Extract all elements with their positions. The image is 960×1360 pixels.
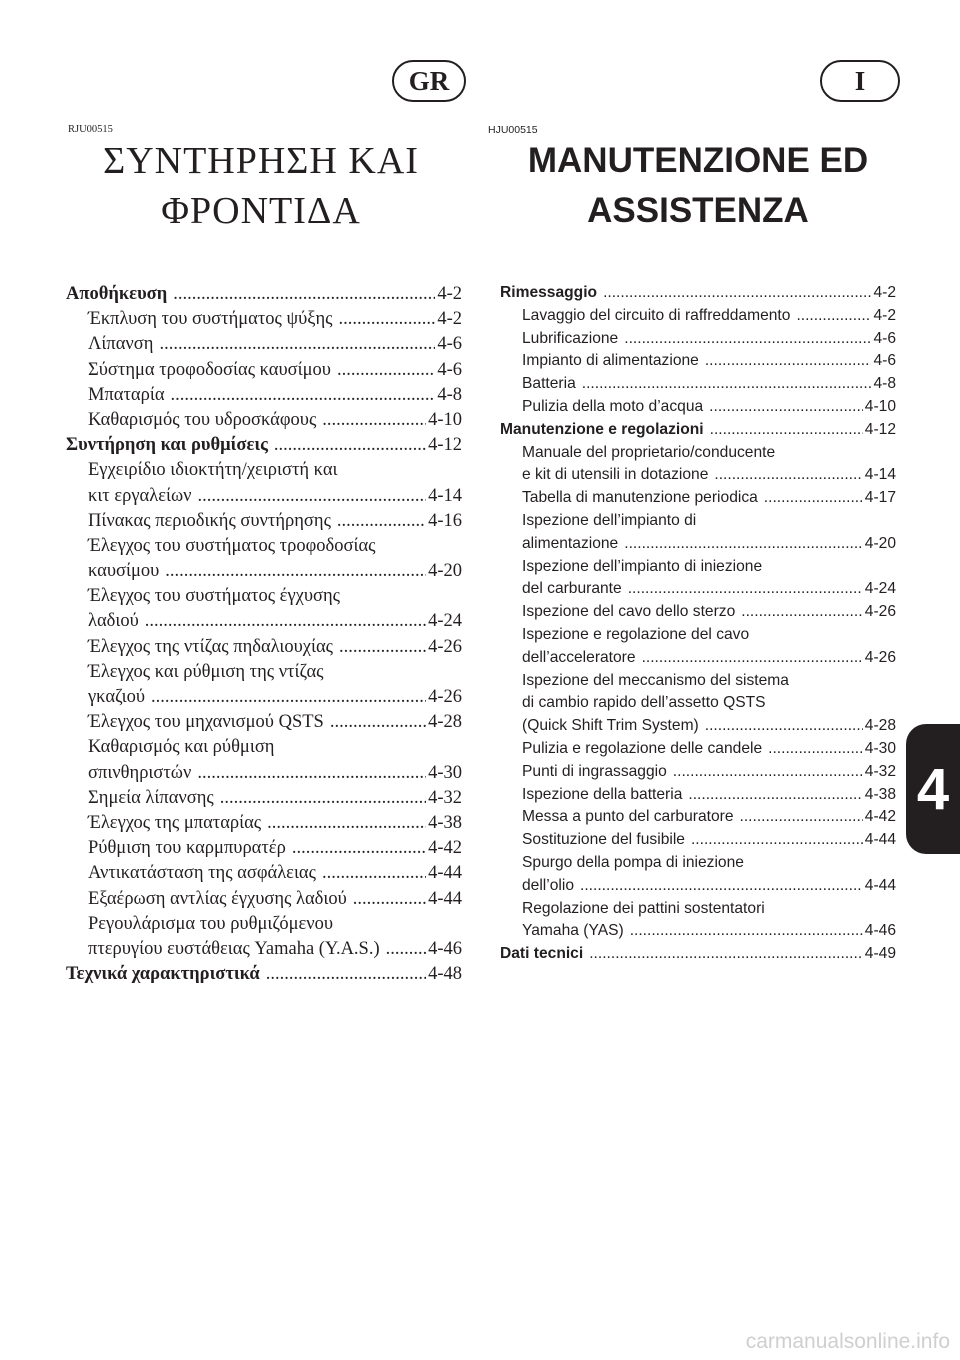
toc-page-number: 4-44: [864, 831, 896, 849]
toc-entry: [66, 637, 462, 662]
chapter-title-italian-line1: MANUTENZIONE ED: [527, 141, 869, 180]
chapter-title-greek-line2: ΦΡΟΝΤΙΔΑ: [161, 190, 361, 232]
toc-entry: [66, 687, 462, 712]
toc-leader-dots: [741, 603, 863, 621]
toc-page-number: 4-32: [428, 787, 462, 808]
toc-section-entry: [500, 284, 896, 307]
toc-section-entry: [500, 421, 896, 444]
toc-leader-dots: [220, 788, 426, 809]
toc-page-number: 4-46: [428, 938, 462, 959]
toc-entry-title: Καθαρισμός του υδροσκάφους: [88, 409, 317, 430]
toc-leader-dots: [691, 831, 863, 849]
toc-entry-title: Αποθήκευση: [66, 284, 168, 304]
toc-leader-dots: [580, 877, 863, 895]
toc-leader-dots: [197, 763, 426, 784]
toc-page-number: 4-42: [428, 838, 462, 859]
toc-leader-dots: [764, 489, 863, 507]
toc-entry: [500, 694, 896, 717]
toc-leader-dots: [339, 637, 426, 658]
toc-entry: [66, 712, 462, 737]
chapter-title-italian: [488, 136, 908, 236]
toc-entry: [500, 626, 896, 649]
toc-page-number: 4-26: [864, 648, 896, 666]
toc-entry-title: Impianto di alimentazione: [522, 352, 699, 370]
table-of-contents-italian: [500, 284, 896, 968]
toc-page-number: 4-28: [864, 717, 896, 735]
toc-leader-dots: [145, 611, 426, 632]
toc-entry-title: Έλεγχος και ρύθμιση της ντίζας: [88, 661, 324, 682]
toc-page-number: 4-6: [437, 334, 462, 355]
toc-leader-dots: [705, 352, 872, 370]
toc-leader-dots: [292, 838, 426, 859]
toc-leader-dots: [796, 307, 871, 325]
toc-page-number: 4-20: [864, 534, 896, 552]
toc-entry-title: Ispezione dell’impianto di: [522, 511, 697, 529]
toc-leader-dots: [338, 309, 435, 330]
toc-entry-title: Ispezione della batteria: [522, 785, 683, 803]
toc-leader-dots: [709, 398, 863, 416]
toc-entry-title: Πίνακας περιοδικής συντήρησης: [88, 510, 331, 531]
toc-page-number: 4-6: [437, 359, 462, 380]
toc-entry: [66, 561, 462, 586]
toc-leader-dots: [589, 945, 863, 963]
watermark: carmanualsonline.info: [745, 1330, 950, 1353]
toc-entry-title: Regolazione dei pattini sostentatori: [522, 899, 765, 917]
section-code-italian: HJU00515: [488, 124, 538, 136]
toc-leader-dots: [628, 580, 863, 598]
toc-entry: [500, 535, 896, 558]
toc-entry-title: Ρύθμιση του καρμπυρατέρ: [88, 838, 286, 859]
toc-entry-title: Εγχειρίδιο ιδιοκτήτη/χειριστή και: [88, 460, 338, 481]
toc-entry: [500, 854, 896, 877]
toc-leader-dots: [624, 535, 863, 553]
toc-entry-title: dell’olio: [522, 876, 575, 894]
toc-entry-title: Ispezione del cavo dello sterzo: [522, 603, 736, 621]
toc-leader-dots: [197, 486, 426, 507]
toc-entry-title: del carburante: [522, 580, 622, 598]
toc-entry-title: Εξαέρωση αντλίας έγχυσης λαδιού: [88, 888, 347, 909]
toc-entry-title: Μπαταρία: [88, 384, 165, 405]
toc-page-number: 4-42: [864, 808, 896, 826]
toc-page-number: 4-26: [864, 603, 896, 621]
toc-page-number: 4-8: [437, 384, 462, 405]
toc-page-number: 4-48: [428, 964, 462, 985]
toc-entry-title: Συντήρηση και ρυθμίσεις: [66, 435, 268, 456]
toc-entry-title: Καθαρισμός και ρύθμιση: [88, 737, 275, 758]
toc-leader-dots: [705, 717, 863, 735]
toc-leader-dots: [267, 813, 426, 834]
section-code-greek: RJU00515: [68, 124, 113, 135]
toc-leader-dots: [624, 330, 871, 348]
toc-leader-dots: [630, 922, 863, 940]
toc-entry: [500, 352, 896, 375]
toc-entry: [500, 558, 896, 581]
toc-leader-dots: [710, 421, 863, 439]
toc-entry: [500, 877, 896, 900]
toc-entry-title: Έκπλυση του συστήματος ψύξης: [88, 309, 333, 330]
toc-page-number: 4-32: [864, 762, 896, 780]
toc-entry-title: Dati tecnici: [500, 945, 584, 963]
toc-entry: [66, 863, 462, 888]
toc-entry: [66, 763, 462, 788]
toc-entry: [500, 466, 896, 489]
toc-entry-title: κιτ εργαλείων: [88, 485, 192, 506]
toc-page-number: 4-16: [428, 510, 462, 531]
toc-section-entry: [66, 964, 462, 989]
toc-page-number: 4-8: [873, 375, 896, 393]
toc-page-number: 4-28: [428, 712, 462, 733]
toc-entry: [500, 398, 896, 421]
toc-entry: [66, 586, 462, 611]
toc-page-number: 4-26: [428, 687, 462, 707]
toc-entry: [66, 536, 462, 561]
toc-entry-title: Lavaggio del circuito di raffreddamento: [522, 306, 791, 324]
toc-leader-dots: [603, 284, 871, 302]
toc-entry: [500, 603, 896, 626]
toc-entry: [66, 611, 462, 636]
toc-entry: [66, 737, 462, 762]
toc-entry: [500, 307, 896, 330]
toc-page-number: 4-14: [864, 466, 896, 484]
toc-entry: [66, 486, 462, 511]
toc-entry: [66, 813, 462, 838]
toc-entry: [500, 580, 896, 603]
toc-entry-title: Έλεγχος της ντίζας πηδαλιουχίας: [88, 636, 333, 657]
toc-leader-dots: [330, 712, 426, 733]
toc-page-number: 4-14: [428, 485, 462, 506]
toc-entry-title: e kit di utensili in dotazione: [522, 466, 709, 484]
toc-leader-dots: [337, 360, 435, 381]
toc-entry: [66, 460, 462, 485]
toc-entry-title: Ρεγουλάρισμα του ρυθμιζόμενου: [88, 913, 334, 934]
toc-entry: [500, 512, 896, 535]
chapter-number: 4: [916, 756, 950, 822]
toc-entry-title: Lubrificazione: [522, 329, 619, 347]
toc-page-number: 4-10: [864, 397, 896, 415]
toc-page-number: 4-46: [864, 922, 896, 940]
toc-leader-dots: [353, 889, 426, 910]
toc-leader-dots: [688, 786, 862, 804]
toc-page-number: 4-6: [873, 329, 896, 347]
toc-entry: [500, 375, 896, 398]
toc-leader-dots: [386, 939, 426, 960]
toc-entry: [500, 672, 896, 695]
toc-leader-dots: [173, 284, 435, 305]
toc-leader-dots: [151, 687, 426, 708]
toc-entry-title: Σύστημα τροφοδοσίας καυσίμου: [88, 359, 331, 380]
toc-page-number: 4-26: [428, 636, 462, 657]
toc-entry-title: di cambio rapido dell’assetto QSTS: [522, 694, 766, 712]
toc-entry: [500, 330, 896, 353]
toc-leader-dots: [740, 808, 863, 826]
toc-entry: [66, 889, 462, 914]
toc-leader-dots: [714, 466, 862, 484]
toc-page-number: 4-44: [428, 888, 462, 909]
chapter-title-italian-line2: ASSISTENZA: [587, 191, 809, 230]
chapter-title-greek: [60, 136, 462, 236]
toc-entry-title: Ispezione e regolazione del cavo: [522, 625, 750, 643]
toc-leader-dots: [337, 511, 426, 532]
toc-entry: [500, 831, 896, 854]
toc-leader-dots: [159, 334, 435, 355]
toc-section-entry: [500, 945, 896, 968]
toc-entry-title: Manutenzione e regolazioni: [500, 420, 704, 438]
toc-entry-title: dell’acceleratore: [522, 648, 636, 666]
toc-page-number: 4-30: [428, 762, 462, 783]
toc-entry-title: Manuale del proprietario/conducente: [522, 443, 776, 461]
toc-entry-title: σπινθηριστών: [88, 762, 192, 783]
toc-leader-dots: [322, 863, 426, 884]
toc-page-number: 4-24: [428, 611, 462, 632]
table-of-contents-greek: [66, 284, 462, 989]
language-badge-greek: GR: [392, 60, 466, 102]
toc-entry-title: Λίπανση: [88, 334, 154, 355]
toc-entry: [66, 511, 462, 536]
toc-entry: [66, 838, 462, 863]
toc-entry-title: Αντικατάσταση της ασφάλειας: [88, 863, 316, 884]
toc-page-number: 4-6: [873, 352, 896, 370]
toc-entry: [500, 900, 896, 923]
toc-entry-title: Batteria: [522, 375, 576, 393]
toc-entry-title: Ispezione del meccanismo del sistema: [522, 671, 789, 689]
toc-entry-title: Έλεγχος της μπαταρίας: [88, 812, 262, 833]
toc-entry-title: Tabella di manutenzione periodica: [522, 489, 758, 507]
toc-entry: [66, 914, 462, 939]
toc-entry: [66, 788, 462, 813]
toc-entry-title: Σημεία λίπανσης: [88, 787, 214, 808]
toc-page-number: 4-12: [428, 435, 462, 456]
toc-page-number: 4-49: [864, 945, 896, 963]
toc-entry: [500, 649, 896, 672]
toc-entry-title: Pulizia della moto d’acqua: [522, 397, 704, 415]
toc-section-entry: [66, 435, 462, 460]
toc-entry: [66, 410, 462, 435]
toc-page-number: 4-20: [428, 561, 462, 582]
toc-entry: [66, 385, 462, 410]
toc-leader-dots: [642, 649, 863, 667]
toc-entry-title: Ispezione dell’impianto di iniezione: [522, 557, 763, 575]
toc-page-number: 4-44: [864, 876, 896, 894]
toc-entry-title: Έλεγχος του μηχανισμού QSTS: [88, 712, 324, 733]
toc-entry-title: καυσίμου: [88, 561, 160, 582]
toc-entry: [66, 360, 462, 385]
chapter-title-greek-line1: ΣΥΝΤΗΡΗΣΗ ΚΑΙ: [103, 140, 419, 182]
toc-entry-title: γκαζιού: [88, 687, 145, 707]
toc-entry-title: πτερυγίου ευστάθειας Yamaha (Y.A.S.): [88, 938, 380, 959]
toc-entry-title: Yamaha (YAS): [522, 922, 624, 940]
toc-page-number: 4-24: [864, 580, 896, 598]
toc-leader-dots: [582, 375, 872, 393]
toc-page-number: 4-2: [873, 306, 896, 324]
toc-leader-dots: [266, 964, 426, 985]
toc-page-number: 4-2: [873, 284, 896, 301]
toc-leader-dots: [322, 410, 426, 431]
toc-entry: [500, 740, 896, 763]
toc-entry: [500, 786, 896, 809]
toc-entry-title: Τεχνικά χαρακτηριστικά: [66, 964, 260, 985]
toc-page-number: 4-17: [864, 489, 896, 507]
toc-entry: [66, 662, 462, 687]
toc-page-number: 4-2: [437, 309, 462, 330]
toc-entry-title: Messa a punto del carburatore: [522, 808, 734, 826]
toc-entry: [500, 808, 896, 831]
toc-entry: [66, 309, 462, 334]
toc-entry-title: Sostituzione del fusibile: [522, 831, 685, 849]
toc-entry: [66, 334, 462, 359]
toc-leader-dots: [171, 385, 436, 406]
language-badge-italian: I: [820, 60, 900, 102]
toc-section-entry: [66, 284, 462, 309]
toc-page-number: 4-44: [428, 863, 462, 884]
toc-page-number: 4-38: [428, 812, 462, 833]
toc-entry-title: Έλεγχος του συστήματος έγχυσης: [88, 586, 340, 607]
toc-entry: [66, 939, 462, 964]
toc-entry: [500, 763, 896, 786]
toc-page-number: 4-38: [864, 785, 896, 803]
toc-page-number: 4-10: [428, 409, 462, 430]
toc-leader-dots: [165, 561, 426, 582]
toc-entry: [500, 717, 896, 740]
toc-entry: [500, 489, 896, 512]
toc-entry-title: Έλεγχος του συστήματος τροφοδοσίας: [88, 535, 376, 556]
toc-page-number: 4-12: [864, 420, 896, 438]
toc-entry-title: Punti di ingrassaggio: [522, 762, 667, 780]
toc-leader-dots: [274, 435, 426, 456]
chapter-tab: [906, 724, 960, 854]
toc-page-number: 4-2: [437, 284, 462, 304]
toc-leader-dots: [768, 740, 863, 758]
toc-entry-title: Spurgo della pompa di iniezione: [522, 853, 744, 871]
toc-entry: [500, 922, 896, 945]
toc-entry-title: (Quick Shift Trim System): [522, 717, 699, 735]
toc-entry: [500, 444, 896, 467]
toc-page-number: 4-30: [864, 739, 896, 757]
toc-entry-title: Pulizia e regolazione delle candele: [522, 739, 763, 757]
toc-entry-title: alimentazione: [522, 534, 619, 552]
toc-leader-dots: [673, 763, 863, 781]
toc-entry-title: λαδιού: [88, 611, 139, 632]
toc-entry-title: Rimessaggio: [500, 284, 598, 301]
